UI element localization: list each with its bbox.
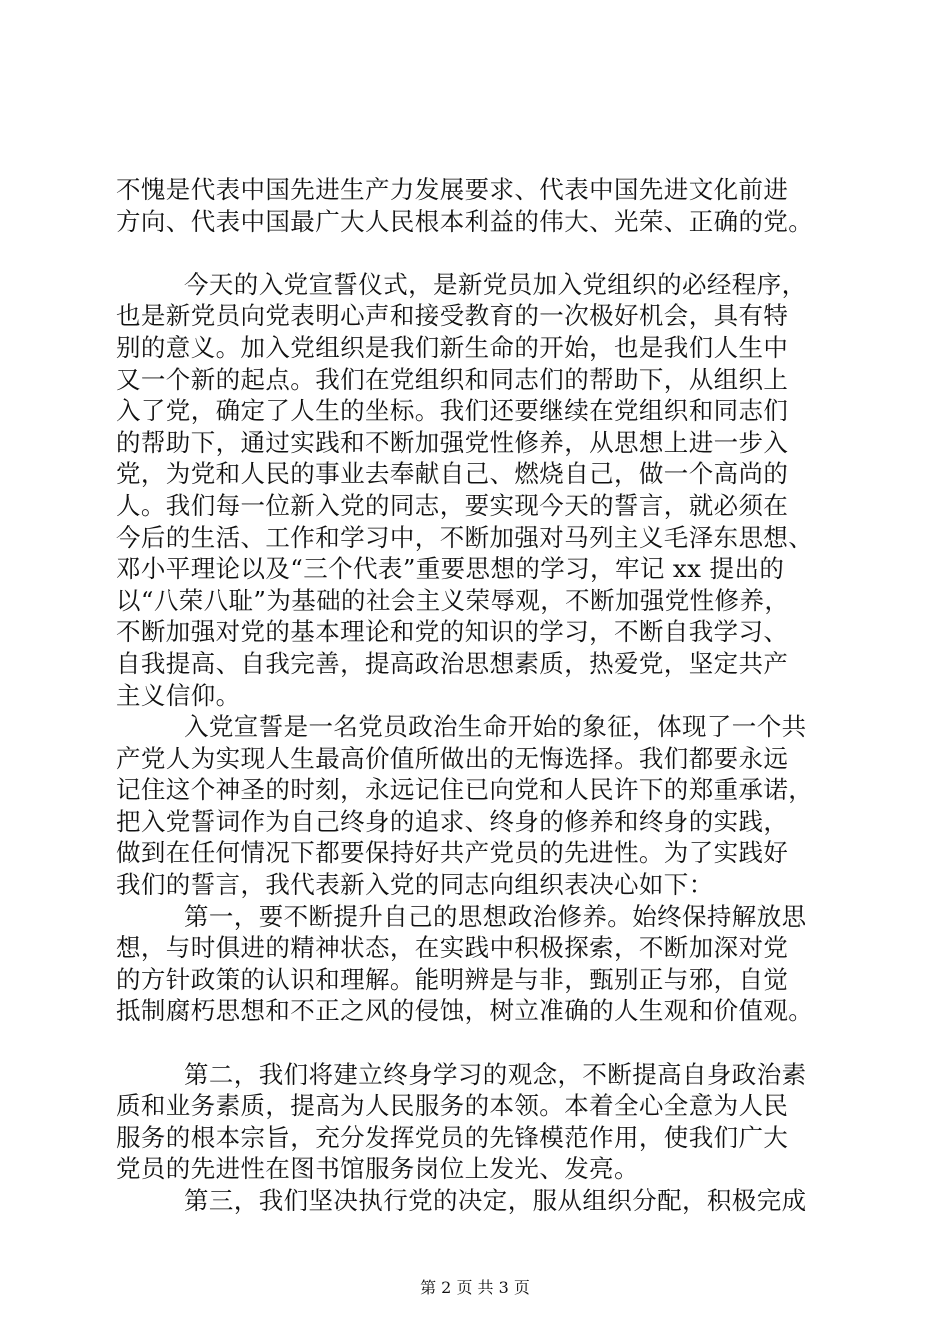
paragraph-5 [116, 1059, 846, 1185]
text-line: 第一，要不断提升自己的思想政治修养。始终保持解放思 [184, 901, 807, 931]
page-footer: 第 2 页 共 3 页 [420, 1278, 530, 1297]
text-line: 主义信仰。 [116, 680, 241, 710]
text-line: 以“八荣八耻”为基础的社会主义荣辱观，不断加强党性修养， [116, 585, 790, 615]
text-line: 记住这个神圣的时刻，永远记住已向党和人民许下的郑重承诺， [116, 775, 814, 805]
text-line: 别的意义。加入党组织是我们新生命的开始，也是我们人生中 [116, 332, 789, 362]
text-line: 方向、代表中国最广大人民根本利益的伟大、光荣、正确的党。 [116, 206, 814, 236]
paragraph-2 [116, 269, 846, 711]
text-line: 做到在任何情况下都要保持好共产党员的先进性。为了实践好 [116, 838, 789, 868]
paragraph-3 [116, 711, 846, 901]
text-line: 自我提高、自我完善，提高政治思想素质，热爱党，坚定共产 [116, 648, 789, 678]
text-line: 入党宣誓是一名党员政治生命开始的象征，体现了一个共 [184, 712, 807, 742]
document-body [116, 174, 846, 1217]
text-line: 质和业务素质，提高为人民服务的本领。本着全心全意为人民 [116, 1091, 789, 1121]
text-line: 产党人为实现人生最高价值所做出的无悔选择。我们都要永远 [116, 743, 789, 773]
text-line: 服务的根本宗旨，充分发挥党员的先锋模范作用，使我们广大 [116, 1122, 789, 1152]
paragraph-6 [116, 1185, 846, 1217]
text-line: 第二，我们将建立终身学习的观念，不断提高自身政治素 [184, 1059, 807, 1089]
text-line: 也是新党员向党表明心声和接受教育的一次极好机会，具有特 [116, 301, 789, 331]
text-line: 党员的先进性在图书馆服务岗位上发光、发亮。 [116, 1154, 639, 1184]
text-line: 今后的生活、工作和学习中，不断加强对马列主义毛泽东思想、 [116, 522, 814, 552]
text-line: 第三，我们坚决执行党的决定，服从组织分配，积极完成 [184, 1186, 807, 1215]
text-line: 抵制腐朽思想和不正之风的侵蚀，树立准确的人生观和价值观。 [116, 996, 814, 1026]
text-line: 的方针政策的认识和理解。能明辨是与非，甄别正与邪，自觉 [116, 964, 789, 994]
text-line: 邓小平理论以及“三个代表”重要思想的学习，牢记 xx 提出的 [116, 554, 785, 584]
text-line: 的帮助下，通过实践和不断加强党性修养，从思想上进一步入 [116, 427, 789, 457]
text-line: 入了党，确定了人生的坐标。我们还要继续在党组织和同志们 [116, 396, 789, 426]
text-line: 今天的入党宣誓仪式，是新党员加入党组织的必经程序， [184, 269, 807, 299]
paragraph-4 [116, 901, 846, 1027]
text-line: 把入党誓词作为自己终身的追求、终身的修养和终身的实践， [116, 806, 789, 836]
text-line: 想，与时俱进的精神状态，在实践中积极探索，不断加深对党 [116, 933, 789, 963]
paragraph-1 [116, 174, 846, 237]
text-line: 党，为党和人民的事业去奉献自己、燃烧自己，做一个高尚的 [116, 459, 789, 489]
text-line: 又一个新的起点。我们在党组织和同志们的帮助下，从组织上 [116, 364, 789, 394]
text-line: 不断加强对党的基本理论和党的知识的学习，不断自我学习、 [116, 617, 789, 647]
text-line: 我们的誓言，我代表新入党的同志向组织表决心如下： [116, 870, 714, 900]
text-line: 不愧是代表中国先进生产力发展要求、代表中国先进文化前进 [116, 175, 789, 204]
text-line: 人。我们每一位新入党的同志，要实现今天的誓言，就必须在 [116, 490, 789, 520]
